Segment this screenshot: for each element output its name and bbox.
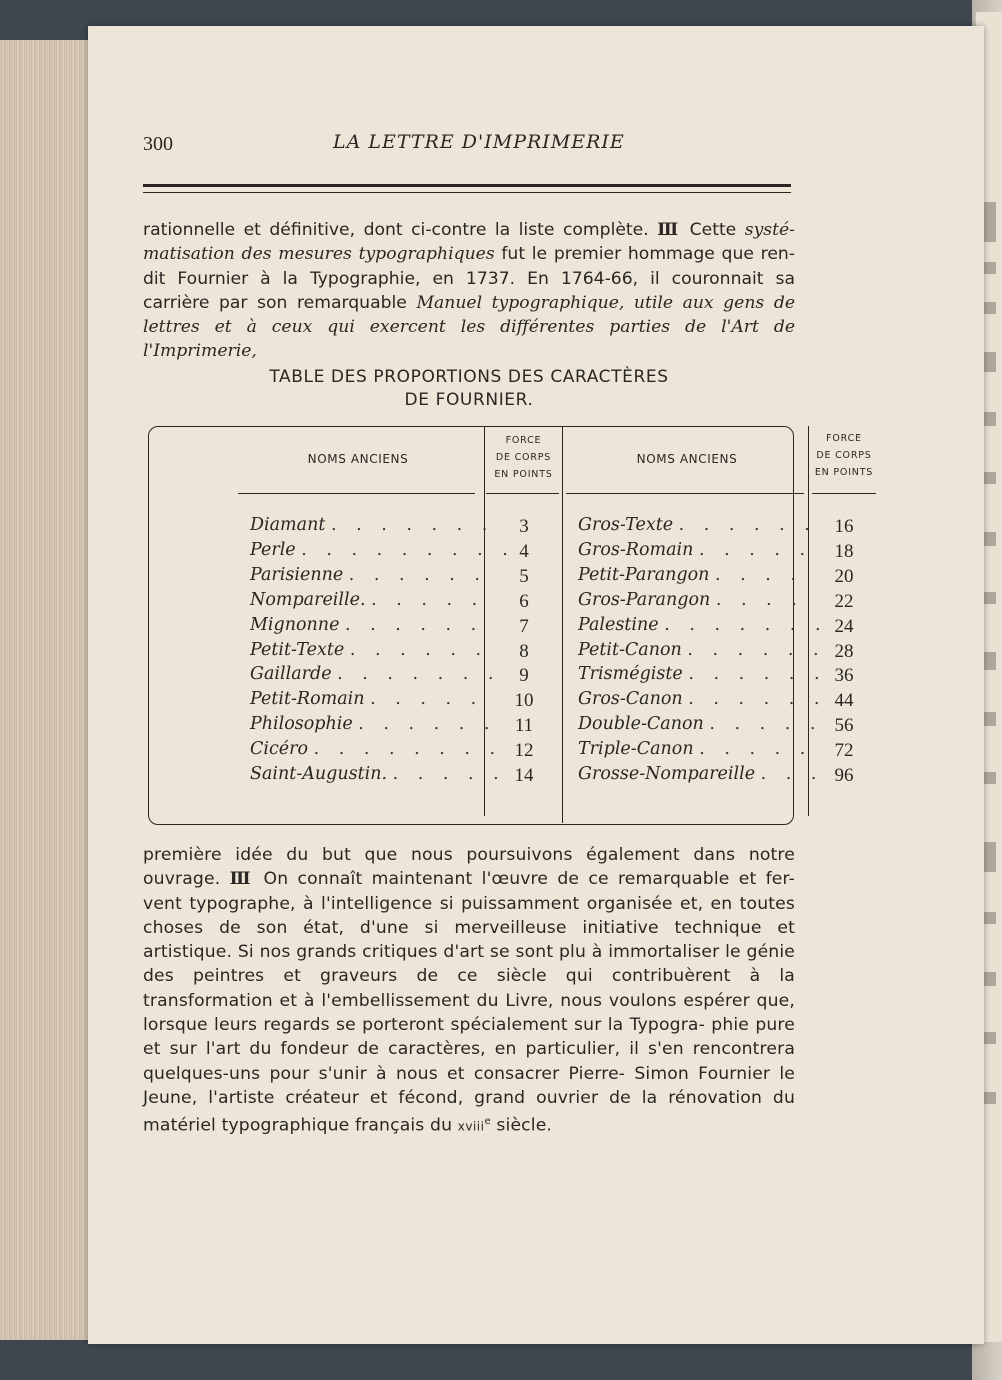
table-row-name: Diamant . . . . . . . [250, 515, 495, 535]
table-row-name: Nompareille. . . . . . [250, 589, 485, 610]
table-row-name: Mignonne . . . . . . [250, 614, 484, 635]
table-row-name: Triple-Canon . . . . . [578, 739, 813, 760]
header-underline-3 [566, 493, 804, 494]
table-row-name: Parisienne . . . . . . [250, 564, 487, 585]
table-row-value: 28 [834, 640, 854, 662]
table-row-value: 36 [834, 665, 854, 687]
header-force-right: FORCE DE CORPS EN POINTS [814, 433, 874, 478]
table-row-name: Petit-Parangon . . . . [578, 564, 803, 585]
table-divider-2 [562, 426, 563, 823]
page-number: 300 [143, 133, 173, 155]
table-row-value: 9 [519, 665, 529, 687]
table-row-value: 96 [834, 765, 854, 786]
table-row-value: 12 [514, 740, 534, 762]
table-row-value: 4 [519, 540, 529, 562]
header-names-left: NOMS ANCIENS [307, 452, 409, 466]
table-row-value: 72 [834, 740, 854, 762]
table-row-value: 20 [834, 565, 854, 587]
table-row-value: 8 [519, 640, 529, 662]
table-row-value: 10 [514, 690, 534, 712]
page-edges [0, 40, 92, 1340]
table-row-name: Cicéro . . . . . . . . [250, 739, 503, 760]
table-row-value: 44 [834, 690, 854, 712]
table-row-value: 22 [834, 590, 854, 612]
table-title: TABLE DES PROPORTIONS DES CARACTÈRES DE FOURNIER. [269, 367, 669, 410]
header-force-left: FORCE DE CORPS EN POINTS [494, 435, 553, 480]
table-row-name: Gaillarde . . . . . . . [250, 664, 501, 685]
table-row-name: Palestine . . . . . . . [578, 614, 828, 635]
paragraph-conclusion: première idée du but que nous poursuivons également dans notre ouvrage. Ⅲ On connaît maintenant l'œuvre de ce remarquable et fer- vent typographe, à l'intelligence si puissamment organisée et, en toutes choses de son état, d'une si merveilleuse initiative technique et artistique. Si nos grands critiques d'art se sont plu à immortaliser le génie des peintres et graveurs de ce siècle qui contribuèrent à la transformation et à l'embellissement du Livre, nous voulons espérer que, lorsque leurs regards se porteront spécialement sur la Typogra- phie pure et sur l'art du fondeur de caractères, en particulier, il s'en rencontrera quelques-uns pour s'unir à nous et consacrer Pierre- Simon Fournier le Jeune, l'artiste créateur et fécond, grand ouvrier de la rénovation du matériel typographique français du xviii$^e$ siècle. [143, 845, 795, 1136]
header-rule-thick [143, 184, 791, 187]
table-row-name: Gros-Texte . . . . . . [578, 515, 817, 535]
ornament-icon: Ⅲ [229, 869, 255, 890]
table-row-name: Petit-Romain . . . . . [250, 689, 484, 710]
table-row-value: 14 [514, 765, 534, 786]
table-row-value: 56 [834, 715, 854, 737]
header-rule-thin [143, 192, 791, 193]
table-row-name: Petit-Texte . . . . . . [250, 639, 489, 660]
table-row-value: 3 [519, 516, 529, 537]
table-row-value: 18 [834, 540, 854, 562]
running-title: LA LETTRE D'IMPRIMERIE [333, 131, 625, 153]
header-underline-1 [238, 493, 475, 494]
table-row-name: Gros-Canon . . . . . . [578, 689, 827, 710]
table-row-name: Double-Canon . . . . . [578, 714, 823, 735]
table-row-name: Gros-Parangon . . . . [578, 589, 804, 610]
ornament-icon: Ⅲ [657, 220, 682, 240]
table-row-name: Grosse-Nompareille . . . [578, 764, 824, 784]
header-underline-4 [812, 493, 876, 494]
running-head [143, 133, 793, 163]
table-row-value: 7 [519, 615, 529, 637]
table-row-value: 16 [834, 516, 854, 537]
table-row-value: 6 [519, 590, 529, 612]
table-row-name: Perle . . . . . . . . . [250, 539, 515, 560]
table-row-name: Petit-Canon . . . . . . [578, 639, 826, 660]
header-underline-2 [486, 493, 559, 494]
table-row-value: 24 [834, 615, 854, 637]
table-row-name: Philosophie . . . . . . [250, 714, 497, 735]
table-row-name: Trismégiste . . . . . . [578, 664, 827, 685]
paragraph-intro: rationnelle et définitive, dont ci-contre la liste complète. Ⅲ Cette systé- matisation des mesures typographiques fut le premier hommage que ren- dit Fournier à la Typographie, en 1737. En 1764-66, il couronnait sa carrière par son remarquable Manuel typographique, utile aux gens de lettres et à ceux qui exercent les différentes parties de l'Art de l'Imprimerie, [143, 220, 796, 362]
table-row-value: 5 [519, 565, 529, 587]
table-row-name: Gros-Romain . . . . . [578, 539, 813, 560]
table-row-name: Saint-Augustin. . . . . . [250, 764, 506, 784]
table-row-value: 11 [514, 715, 534, 737]
header-names-right: NOMS ANCIENS [636, 452, 738, 466]
